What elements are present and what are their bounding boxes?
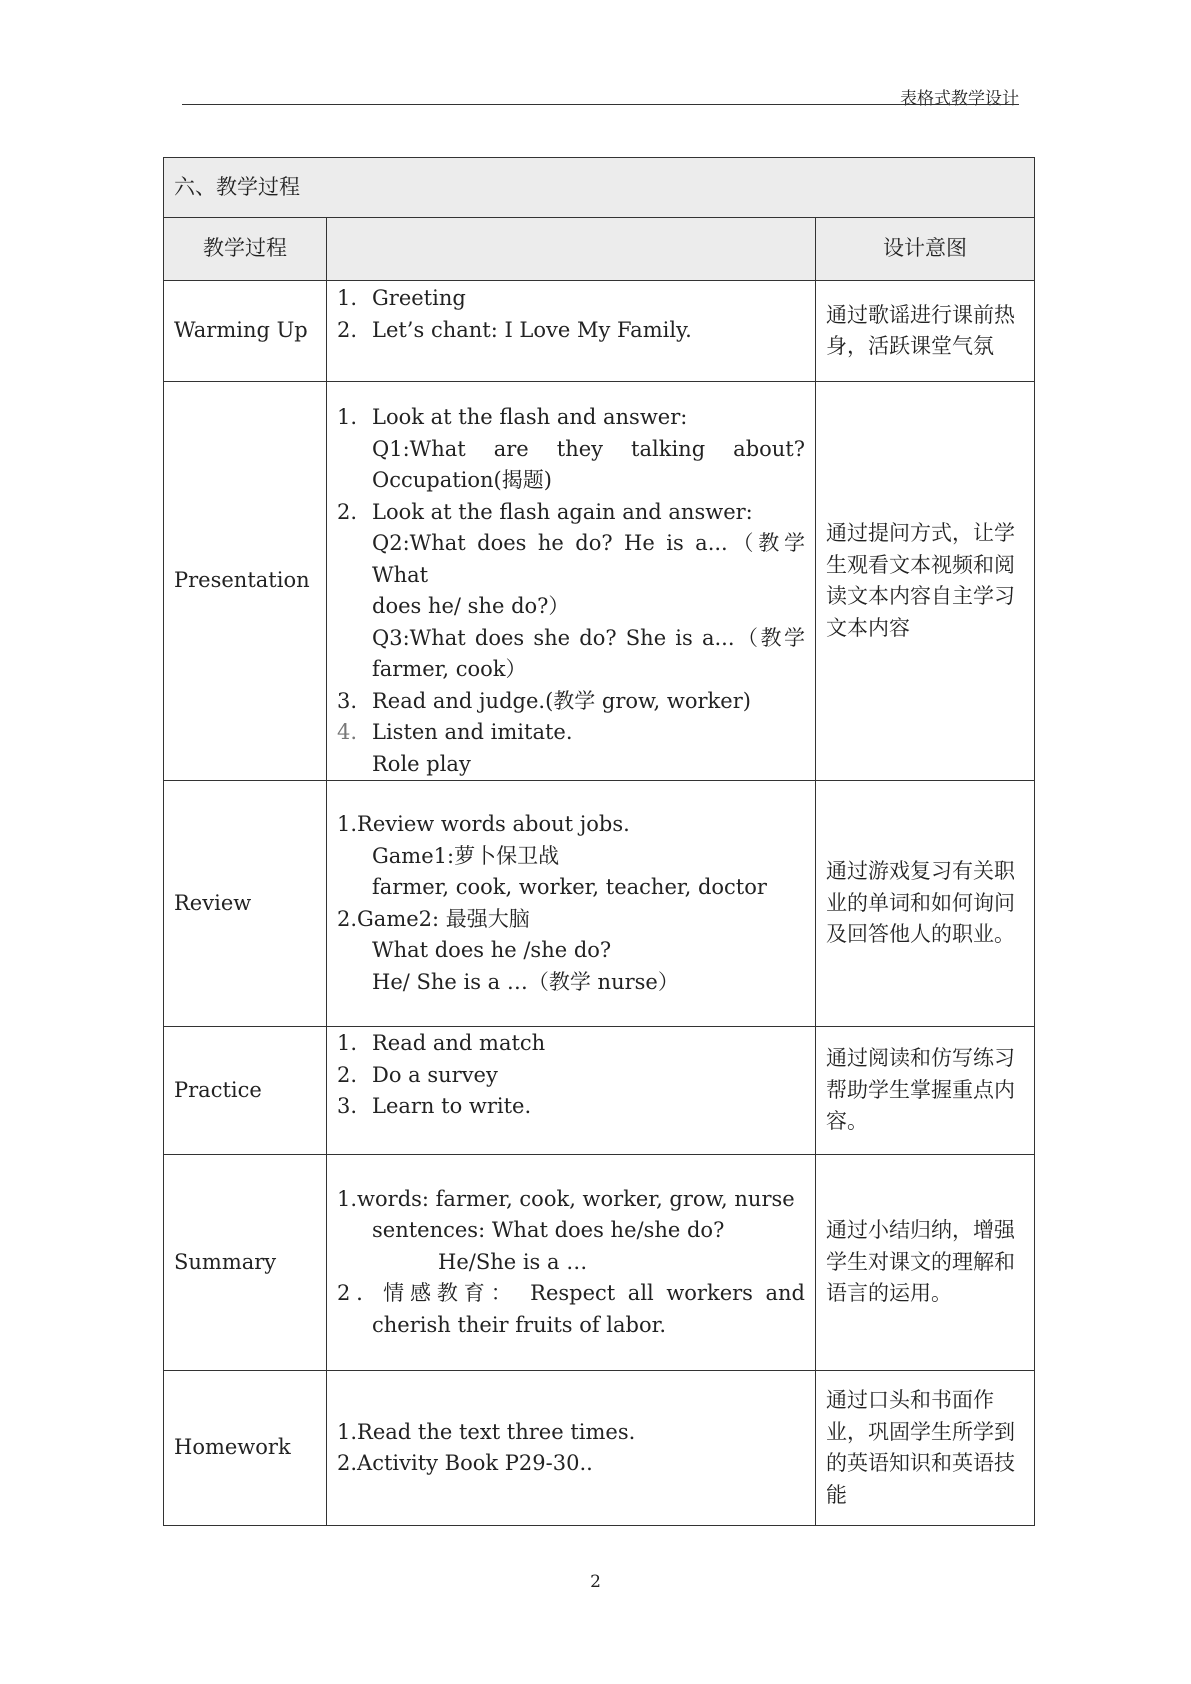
document-header-title: 表格式教学设计 [900,89,1019,109]
purpose-cell: 通过口头和书面作业，巩固学生所学到的英语知识和英语技能 [816,1371,1035,1526]
stage-cell: Homework [164,1371,327,1526]
item-text: Learn to write. [372,1094,532,1118]
purpose-cell: 通过小结归纳，增强学生对课文的理解和语言的运用。 [816,1155,1035,1371]
item-text: Read and judge.(教学 grow, worker) [372,688,751,713]
table-row-summary [164,1155,1035,1371]
stage-cell: Warming Up [164,281,327,382]
stage-cell: Summary [164,1155,327,1371]
list-subline: farmer, cook, worker, teacher, doctor [372,875,767,899]
content-cell [327,781,816,1027]
header-divider [182,104,1019,105]
item-number: 1. [337,405,358,429]
list-item [337,686,805,718]
list-item [337,283,805,315]
column-header-stage: 教学过程 [164,218,327,281]
content-cell [327,1027,816,1155]
table-row-homework [164,1371,1035,1526]
list-item [337,1060,805,1092]
list-item [337,315,805,347]
stage-cell: Presentation [164,382,327,781]
item-text: Do a survey [372,1062,498,1087]
section-title-row [164,158,1035,218]
column-header-content [327,218,816,281]
list-subline: What does he /she do? [372,938,612,962]
list-item [337,1278,805,1310]
list-item: 1.Review words about jobs. [337,812,630,836]
list-subline [337,623,805,655]
item-number: 3. [337,688,358,713]
column-header-purpose: 设计意图 [816,218,1035,281]
table-row-warming-up [164,281,1035,382]
table-row-practice [164,1027,1035,1155]
list-item [337,1091,805,1123]
item-number: 2. [337,317,358,342]
purpose-cell: 通过歌谣进行课前热身，活跃课堂气氛 [816,281,1035,382]
list-subline: does he/ she do?） [372,594,570,618]
content-cell [327,382,816,781]
table-header-row [164,218,1035,281]
table-row-review [164,781,1035,1027]
item-text: Listen and imitate. [372,720,573,744]
list-subline: Game1:萝卜保卫战 [372,843,560,868]
page-number: 2 [590,1572,601,1592]
item-number: 4. [337,720,358,744]
purpose-cell: 通过提问方式，让学生观看文本视频和阅读文本内容自主学习文本内容 [816,382,1035,781]
item-text: Look at the flash again and answer: [372,499,753,524]
item-number: 2. [337,499,358,524]
item-text: Look at the flash and answer: [372,405,688,429]
section-title: 六、教学过程 [164,158,1035,218]
list-subline: Occupation(揭题) [372,468,552,492]
item-number: 3. [337,1094,358,1118]
list-subline: He/ She is a …（教学 nurse） [372,969,679,994]
list-subline [337,528,805,591]
list-subline: Role play [372,751,471,776]
content-cell [327,1371,816,1526]
stage-cell: Practice [164,1027,327,1155]
item-text: 2．情感教育： Respect all workers and [337,1281,805,1306]
item-number: 2. [337,1062,358,1087]
list-item: 2.Game2: 最强大脑 [337,906,530,931]
item-text: Read and match [372,1031,546,1055]
list-item [337,497,805,529]
item-text: Q2:What does he do? He is a...（教学 What [372,531,805,587]
item-text: Q1:What are they talking about? [372,436,805,461]
list-item: 1.words: farmer, cook, worker, grow, nurse [337,1186,795,1211]
list-item [337,1028,805,1060]
table-row-presentation [164,382,1035,781]
list-subline: cherish their fruits of labor. [372,1312,667,1337]
item-text: Q3:What does she do? She is a...（教学 [372,625,805,650]
content-cell [327,1155,816,1371]
item-text: Let’s chant: I Love My Family. [372,317,692,342]
list-item [337,717,805,749]
list-subline [337,434,805,466]
list-subline: He/She is a … [438,1249,588,1274]
purpose-cell: 通过游戏复习有关职业的单词和如何询问及回答他人的职业。 [816,781,1035,1027]
list-item [337,402,805,434]
item-number: 1. [337,1031,358,1055]
content-cell [327,281,816,382]
list-item: 2.Activity Book P29-30.. [337,1451,593,1475]
list-item: 1.Read the text three times. [337,1419,636,1444]
stage-cell: Review [164,781,327,1027]
purpose-cell: 通过阅读和仿写练习帮助学生掌握重点内容。 [816,1027,1035,1155]
item-number: 1. [337,286,358,310]
teaching-process-table [163,157,1035,1526]
list-subline: farmer, cook） [372,657,527,681]
item-text: Greeting [372,286,466,310]
list-subline: sentences: What does he/she do? [372,1218,725,1243]
